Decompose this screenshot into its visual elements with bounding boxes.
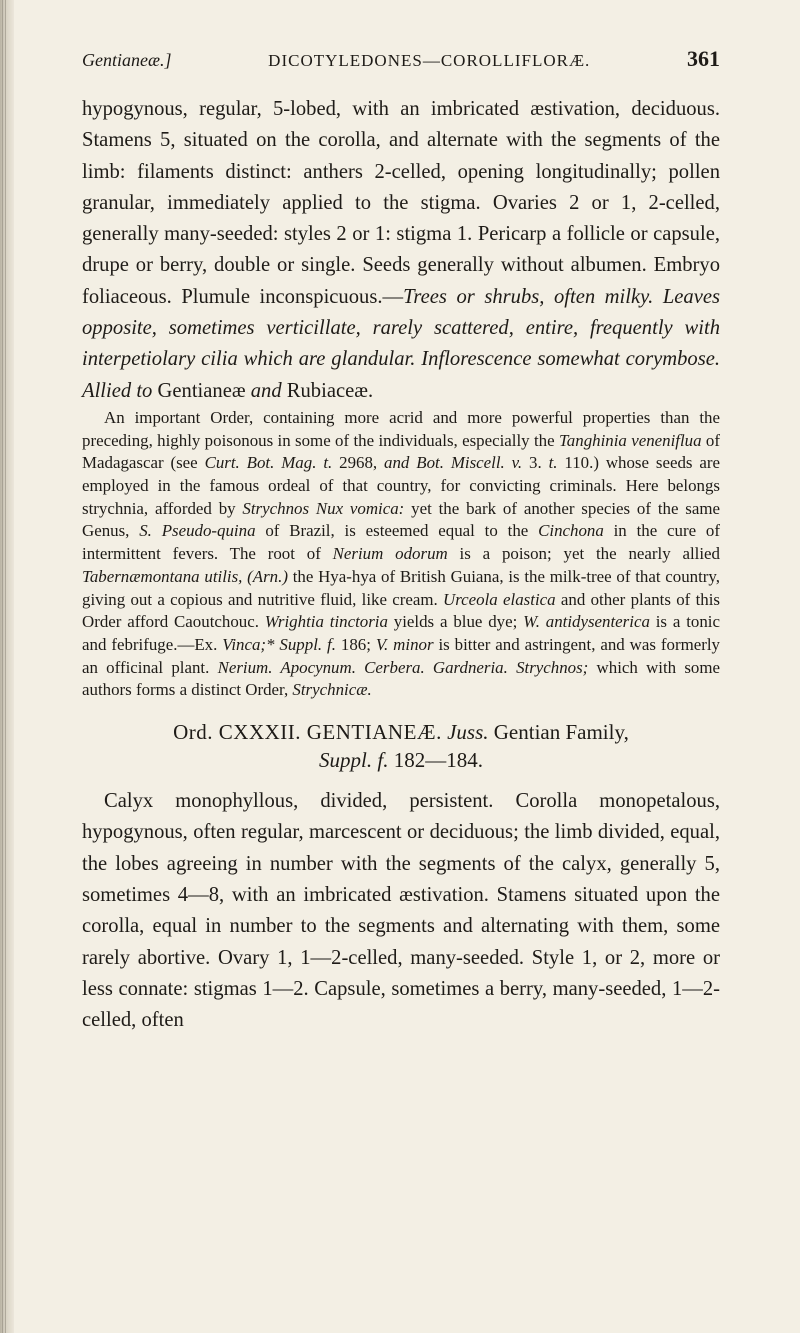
- order-supplement-ref: [82, 746, 720, 774]
- notes-text: of Madagascar (see: [82, 430, 720, 473]
- notes-italic: Urceola elastica: [443, 589, 556, 609]
- notes-italic: Vinca;* Suppl. f.: [222, 635, 336, 654]
- order-title: Ord. CXXXII. GENTIANEÆ.: [173, 720, 442, 745]
- intro-italic-1: Trees or shrubs, often milky. Leaves opposite, sometimes verticillate, rarely scattered, entire, frequently with interpetiolary cilia which are glandular. Inflorescence somewhat corymbose. Allied to: [82, 285, 720, 402]
- supplement-italic: Suppl. f.: [319, 748, 389, 773]
- notes-italic: Tabernæmontana utilis, (Arn.): [82, 566, 288, 586]
- notes-text: An important Order, containing more acrid and more powerful properties than the preceding, highly poisonous in some of the individuals, especially the: [82, 407, 720, 450]
- notes-text: yields a blue dye;: [387, 612, 524, 632]
- notes-text: is bitter and astringent, and was formerly an officinal plant.: [82, 635, 720, 677]
- intro-paragraph: [82, 94, 720, 407]
- notes-italic: Nerium odorum: [332, 544, 448, 564]
- notes-italic: V. minor: [375, 635, 434, 654]
- notes-text: and other plants of this Order afford Caoutchouc.: [82, 589, 720, 632]
- notes-text: is a poison; yet the nearly allied: [447, 544, 720, 564]
- spine-texture: [2, 0, 8, 1333]
- order-heading: [82, 718, 720, 774]
- notes-italic: W. antidysenterica: [523, 612, 650, 632]
- notes-italic: t.: [548, 453, 558, 473]
- notes-italic: Cinchona: [538, 521, 604, 541]
- intro-italic-2: and: [250, 379, 282, 402]
- notes-text: yet the bark of another species of the same Genus,: [82, 498, 720, 541]
- gentian-description: Calyx monophyllous, divided, persistent. Corolla monopetalous, hypogynous, often regular, marcescent or deciduous; the limb divided, equal, the lobes agreeing in number with the segments of the calyx, generally 5, sometimes 4—8, with an imbricated æstivation. Stamens situated upon the corolla, equal in number to the segments and alternating with them, some rarely abortive. Ovary 1, 1—2-celled, many-seeded. Style 1, or 2, more or less connate: stigmas 1—2. Capsule, sometimes a berry, many-seeded, 1—2-celled, often: [82, 790, 720, 1032]
- book-spine-edge: [0, 0, 14, 1333]
- notes-italic: Curt. Bot. Mag. t.: [204, 453, 333, 473]
- running-header: [82, 46, 720, 72]
- order-authority: Juss.: [447, 720, 489, 745]
- intro-text-3: Rubiaceæ.: [281, 379, 374, 402]
- notes-text: in the cure of intermittent fevers. The root of: [82, 521, 720, 564]
- order-common-name: Gentian Family,: [493, 720, 629, 745]
- intro-text-1: hypogynous, regular, 5-lobed, with an imbricated æstivation, deciduous. Stamens 5, situated on the corolla, and alternate with the segments of the limb: filaments distinct: anthers 2-celled, opening longitudinally; pollen granular, immediately applied to the stigma. Ovaries 2 or 1, 2-celled, generally many-seeded: styles 2 or 1: stigma 1. Pericarp a follicle or capsule, drupe or berry, double or single. Seeds generally without albumen. Embryo foliaceous. Plumule inconspicuous.—: [82, 98, 720, 308]
- notes-italic: Strychnicæ.: [292, 680, 372, 700]
- header-title: DICOTYLEDONES—COROLLIFLORÆ.: [268, 51, 591, 70]
- notes-text: 3.: [522, 453, 549, 473]
- notes-italic: Tanghinia venenifluа: [558, 430, 702, 450]
- header-section: Gentianeæ.]: [82, 50, 172, 70]
- notes-text: of Brazil, is esteemed equal to the: [255, 521, 539, 541]
- book-page: [82, 46, 720, 1036]
- notes-italic: and Bot. Miscell. v.: [384, 453, 523, 473]
- notes-italic: Strychnos Nux vomica:: [242, 498, 405, 518]
- supplement-pages: 182—184.: [388, 748, 483, 773]
- page-number: 361: [686, 46, 720, 71]
- notes-paragraph: [82, 407, 720, 702]
- notes-italic: Wrightia tinctoria: [264, 612, 388, 632]
- notes-italic: S. Pseudo-quina: [139, 521, 256, 541]
- notes-text: which with some authors forms a distinct Order,: [82, 657, 720, 700]
- intro-text-2: Gentianeæ: [152, 379, 251, 402]
- notes-italic: Nerium. Apocynum. Cerbera. Gardneria. Strychnos;: [217, 657, 589, 677]
- notes-text: 186;: [335, 635, 376, 654]
- notes-text: the Hya-hya of British Guiana, is the milk-tree of that country, giving out a copious and nutritive fluid, like cream.: [82, 566, 721, 609]
- notes-text: is a tonic and febrifuge.—Ex.: [82, 612, 720, 654]
- notes-text: 2968,: [332, 453, 385, 473]
- notes-text: 110.) whose seeds are employed in the famous ordeal of that country, for convicting criminals. Here belongs strychnia, afforded by: [82, 453, 720, 518]
